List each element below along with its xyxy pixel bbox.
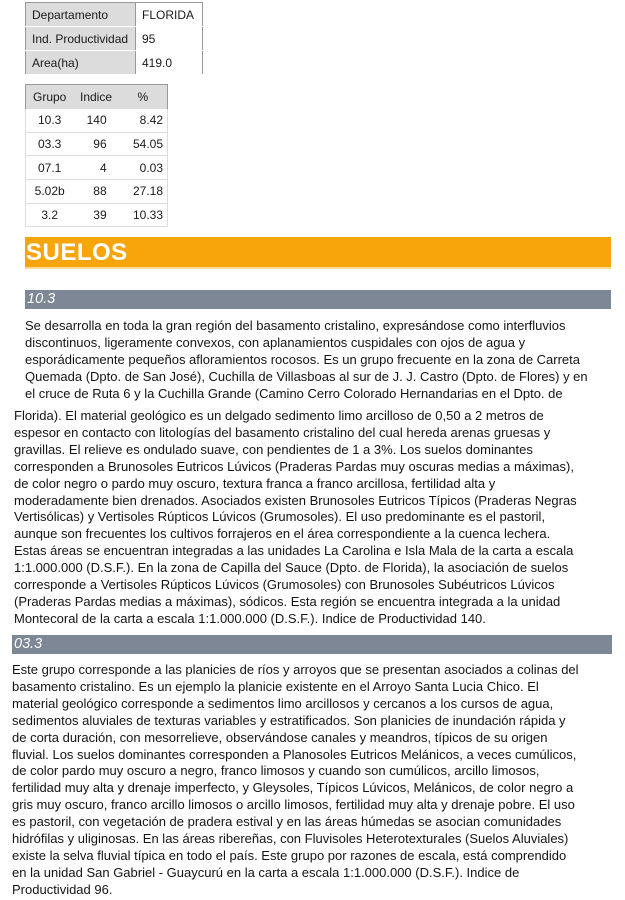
group-cell: 07.1 xyxy=(26,156,74,180)
text-line: moderadamente bien drenados. Asociados existen Brunosoles Eutricos Típicos (Praderas Negras xyxy=(14,492,577,508)
info-label: Ind. Productividad xyxy=(26,27,136,51)
info-label: Departamento xyxy=(26,3,136,27)
soil-groups-table xyxy=(25,84,168,227)
text-line: fluvial. Los suelos dominantes corresponden a Planosoles Eutricos Melánicos, a veces cumúlicos, xyxy=(12,746,577,762)
text-line: hidrófilas y uliginosas. En las áreas ribereñas, con Fluvisoles Heterotexturales (Suelos Aluviales) xyxy=(12,831,569,847)
index-cell: 140 xyxy=(73,109,118,133)
info-value: FLORIDA xyxy=(136,3,203,27)
banner-divider xyxy=(25,267,611,269)
text-line: Montecoral de la carta a escala 1:1.000.000 (D.S.F.). Indice de Productividad 140. xyxy=(14,610,486,626)
group-cell: 03.3 xyxy=(26,132,74,156)
section-title: 10.3 xyxy=(27,291,56,307)
section-03-3-paragraph xyxy=(12,662,579,899)
column-header-grupo: Grupo xyxy=(33,89,67,104)
column-header-percent: % xyxy=(137,89,149,104)
text-line: discontinuos, ligeramente convexos, con aplanamientos cuspidales con ojos de agua y xyxy=(25,334,526,350)
percent-cell: 0.03 xyxy=(119,156,168,180)
text-line: el cruce de Ruta 6 y la Cuchilla Grande (Camino Cerro Colorado Hernandarias en el Dpto. de xyxy=(25,385,563,401)
info-row xyxy=(26,3,203,27)
text-line: en la unidad San Gabriel - Guaycurú en la carta a escala 1:1.000.000 (D.S.F.). Indice de xyxy=(12,864,520,880)
text-line: 1:1.000.000 (D.S.F.). En la zona de Capilla del Sauce (Dpto. de Florida), la asociación de suelos xyxy=(14,560,569,576)
suelos-banner xyxy=(25,237,611,269)
table-row xyxy=(26,109,168,133)
text-line: de color negro o pardo muy oscuro, textura franca a franco arcillosa, fertilidad alta y xyxy=(14,475,496,491)
section-10-3-paragraph-continued xyxy=(14,408,577,628)
text-line: corresponde a Vertisoles Rúpticos Lúvicos (Grumosoles) con Brunosoles Subéutricos Lúvicos xyxy=(14,577,555,593)
group-cell: 3.2 xyxy=(26,203,74,227)
text-line: Florida). El material geológico es un delgado sedimento limo arcilloso de 0,50 a 2 metros de xyxy=(14,408,544,423)
index-cell: 4 xyxy=(73,156,118,180)
text-line: espesor en contacto con litologías del basamento cristalino del cual hereda arenas gruesas y xyxy=(14,424,551,440)
table-row xyxy=(26,203,168,227)
text-line: Estas áreas se encuentran integradas a las unidades La Carolina e Isla Mala de la carta a escala xyxy=(14,543,574,559)
info-row xyxy=(26,51,203,75)
percent-cell: 54.05 xyxy=(119,132,168,156)
section-10-3-paragraph xyxy=(25,318,588,403)
percent-cell: 10.33 xyxy=(119,203,168,227)
text-line: esporádicamente pequeños afloramientos rocosos. Es un grupo frecuente en la zona de Carreta xyxy=(25,351,581,367)
text-line: Vertisólicas) y Vertisoles Rúpticos Lúvicos (Grumosoles). El uso predominante es el pastoril, xyxy=(14,509,546,525)
department-info-table xyxy=(25,2,203,75)
table-row xyxy=(26,132,168,156)
info-value: 95 xyxy=(136,27,203,51)
text-line: es pastoril, con vegetación de pradera estival y en las áreas húmedas se asocian comunidades xyxy=(12,814,562,830)
text-line: aunque son frecuentes los cultivos forrajeros en el área correspondiente a la cuenca lechera. xyxy=(14,526,551,542)
text-line: (Praderas Pardas medias a máximas), sódicos. Esta región se encuentra integrada a la unidad xyxy=(14,593,561,609)
text-line: Productividad 96. xyxy=(12,881,113,897)
table-header-row xyxy=(26,85,168,109)
text-line: gris muy oscuro, franco arcillo limosos o arcillo limosos, fertilidad muy alta y drenaje pobre. El uso xyxy=(12,797,575,813)
info-value: 419.0 xyxy=(136,51,203,75)
group-cell: 10.3 xyxy=(26,109,74,133)
banner-title: SUELOS xyxy=(26,239,128,266)
text-line: sedimentos aluviales de texturas variables y estratificados. Son planicies de inundación rápida y xyxy=(12,712,566,728)
text-line: Este grupo corresponde a las planicies de ríos y arroyos que se presentan asociados a colinas del xyxy=(12,662,579,677)
section-header-10-3 xyxy=(25,290,611,309)
index-cell: 96 xyxy=(73,132,118,156)
section-header-03-3 xyxy=(12,635,612,654)
text-line: material geológico corresponde a sedimentos limo arcillosos y cercanos a los cursos de agua, xyxy=(12,695,554,711)
table-row xyxy=(26,180,168,204)
index-cell: 39 xyxy=(73,203,118,227)
text-line: corresponden a Brunosoles Eutricos Lúvicos (Praderas Pardas muy oscuras medias a máximas), xyxy=(14,458,574,474)
percent-cell: 8.42 xyxy=(119,109,168,133)
text-line: gravillas. El relieve es ondulado suave, con pendientes de 1 a 3%. Los suelos dominantes xyxy=(14,441,533,457)
table-row xyxy=(26,156,168,180)
text-line: Se desarrolla en toda la gran región del basamento cristalino, expresándose como interfluvios xyxy=(25,318,566,333)
text-line: existe la selva fluvial típica en todo el país. Este grupo por razones de escala, está comprendido xyxy=(12,847,567,863)
percent-cell: 27.18 xyxy=(119,180,168,204)
index-cell: 88 xyxy=(73,180,118,204)
text-line: Quemada (Dpto. de San José), Cuchilla de Villasboas al sur de J. J. Castro (Dpto. de Flores) y en xyxy=(25,368,588,384)
text-line: de color pardo muy oscuro a negro, franco limosos y cuando son cumúlicos, arcillo limosos, xyxy=(12,763,540,779)
section-title: 03.3 xyxy=(14,636,43,652)
info-row xyxy=(26,27,203,51)
info-label: Area(ha) xyxy=(26,51,136,75)
text-line: basamento cristalino. Es un ejemplo la planicie existente en el Arroyo Santa Lucia Chico. El xyxy=(12,678,539,694)
text-line: de corta duración, con mesorrelieve, observándose canales y meandros, típicos de su origen xyxy=(12,729,548,745)
column-header-indice: Indice xyxy=(80,89,113,104)
group-cell: 5.02b xyxy=(26,180,74,204)
text-line: fertilidad muy alta y drenaje imperfecto, y Gleysoles, Típicos Lúvicos, Melánicos, de color negro a xyxy=(12,780,574,796)
